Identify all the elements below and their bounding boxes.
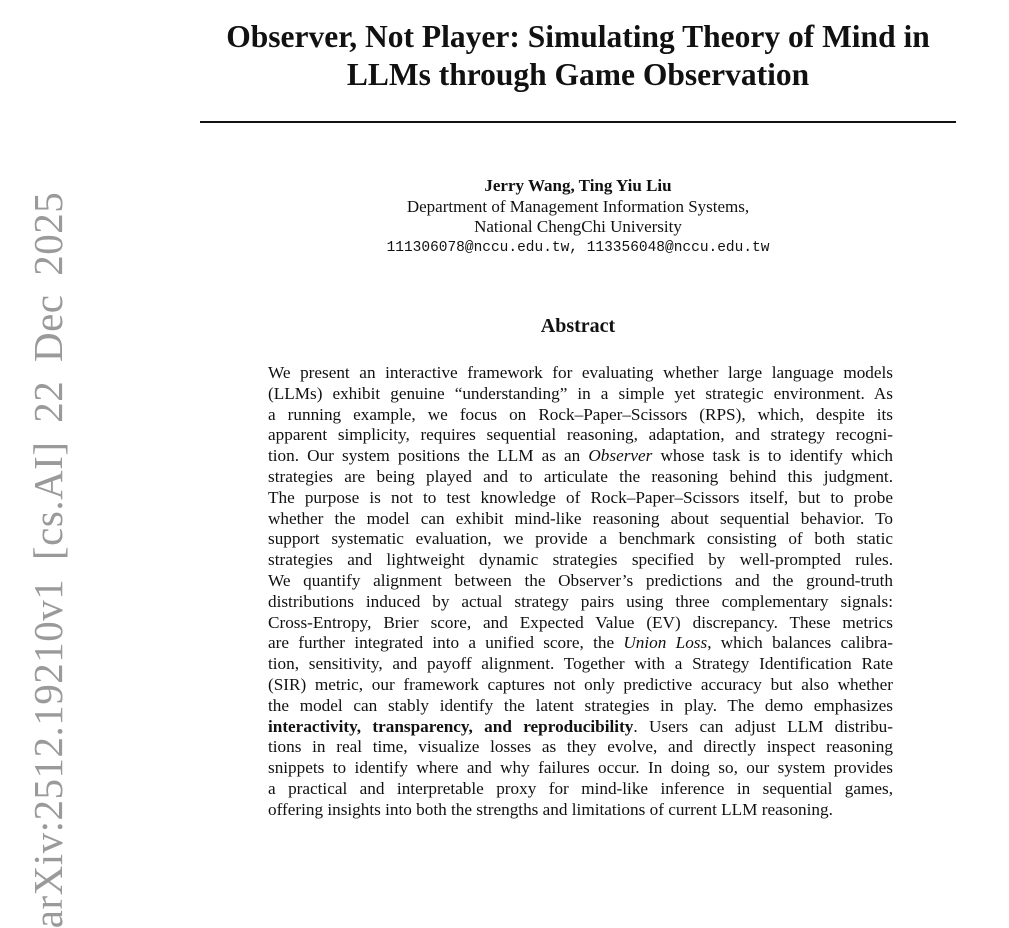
abstract-text: support systematic evaluation, we provide a benchmark consisting of both static xyxy=(268,529,893,549)
abstract-line xyxy=(268,550,893,571)
abstract-line xyxy=(268,488,893,509)
abstract-text: Cross-Entropy, Brier score, and Expected Value (EV) discrepancy. These metrics xyxy=(268,612,893,632)
abstract-line xyxy=(268,613,893,634)
abstract-text: . Users can adjust LLM distribu- xyxy=(633,716,893,736)
abstract-text: a practical and interpretable proxy for mind-like inference in sequential games, xyxy=(268,778,893,798)
abstract-text: , which balances calibra- xyxy=(707,633,893,653)
abstract-text: distributions induced by actual strategy pairs using three complementary signals: xyxy=(268,591,893,611)
abstract-italic-term: Observer xyxy=(588,446,653,466)
abstract-text: We present an interactive framework for evaluating whether large language models xyxy=(268,363,893,382)
abstract-line xyxy=(268,654,893,675)
affiliation-university: National ChengChi University xyxy=(474,217,682,237)
title-divider xyxy=(200,121,956,123)
abstract-line xyxy=(268,592,893,613)
abstract-line xyxy=(268,675,893,696)
abstract-text: The purpose is not to test knowledge of Rock–Paper–Scissors itself, but to probe xyxy=(268,487,893,507)
abstract-text: whether the model can exhibit mind-like reasoning about sequential behavior. To xyxy=(268,508,893,528)
abstract-line xyxy=(268,405,893,426)
abstract-line xyxy=(268,467,893,488)
abstract-line xyxy=(268,779,893,800)
abstract-bold-term: interactivity, transparency, and reproducibility xyxy=(268,716,634,736)
abstract-text: offering insights into both the strengths and limitations of current LLM reasoning. xyxy=(268,799,833,819)
abstract-text: a running example, we focus on Rock–Paper–Scissors (RPS), which, despite its xyxy=(268,404,893,424)
abstract-text: tion, sensitivity, and payoff alignment. Together with a Strategy Identification Rate xyxy=(268,654,893,674)
arxiv-identifier-stamp: arXiv:2512.19210v1 [cs.AI] 22 Dec 2025 xyxy=(25,191,71,928)
abstract-line xyxy=(268,571,893,592)
abstract-text: tions in real time, visualize losses as they evolve, and directly inspect reasoning xyxy=(268,737,893,757)
abstract-italic-term: Union Loss xyxy=(623,633,708,653)
abstract-text: strategies are being played and to articulate the reasoning behind this judgment. xyxy=(268,466,893,486)
author-block xyxy=(300,176,856,258)
abstract-text: (LLMs) exhibit genuine “understanding” in a simple yet strategic environment. As xyxy=(268,383,893,403)
paper-title xyxy=(180,18,976,94)
abstract-text: apparent simplicity, requires sequential reasoning, adaptation, and strategy recogni- xyxy=(268,425,893,445)
paper-title-line: LLMs through Game Observation xyxy=(346,57,810,92)
abstract-text: whose task is to identify which xyxy=(652,446,893,466)
abstract-heading: Abstract xyxy=(540,315,616,337)
abstract-line xyxy=(268,509,893,530)
abstract-line xyxy=(268,696,893,717)
abstract-line xyxy=(268,529,893,550)
abstract-text: snippets to identify where and why failures occur. In doing so, our system provides xyxy=(268,758,893,778)
affiliation-department: Department of Management Information Systems, xyxy=(406,196,750,216)
abstract-line xyxy=(268,717,893,738)
abstract-line xyxy=(268,758,893,779)
abstract-line xyxy=(268,425,893,446)
abstract-text: are further integrated into a unified score, the xyxy=(268,633,624,653)
abstract-line xyxy=(268,446,893,467)
author-emails: 111306078@nccu.edu.tw, 113356048@nccu.edu.tw xyxy=(386,239,770,256)
abstract-body xyxy=(268,363,893,821)
paper-title-line: Observer, Not Player: Simulating Theory of Mind in xyxy=(226,19,930,54)
abstract-line xyxy=(268,384,893,405)
abstract-text: (SIR) metric, our framework captures not only predictive accuracy but also whether xyxy=(268,674,893,694)
abstract-line xyxy=(268,737,893,758)
abstract-text: tion. Our system positions the LLM as an xyxy=(268,446,589,466)
abstract-text: strategies and lightweight dynamic strategies specified by well-prompted rules. xyxy=(268,550,893,570)
abstract-line xyxy=(268,363,893,384)
abstract-text: We quantify alignment between the Observer’s predictions and the ground-truth xyxy=(268,570,893,590)
abstract-line xyxy=(268,800,893,821)
abstract-text: the model can stably identify the latent strategies in play. The demo emphasizes xyxy=(268,695,893,715)
author-names: Jerry Wang, Ting Yiu Liu xyxy=(484,176,672,195)
abstract-line xyxy=(268,633,893,654)
